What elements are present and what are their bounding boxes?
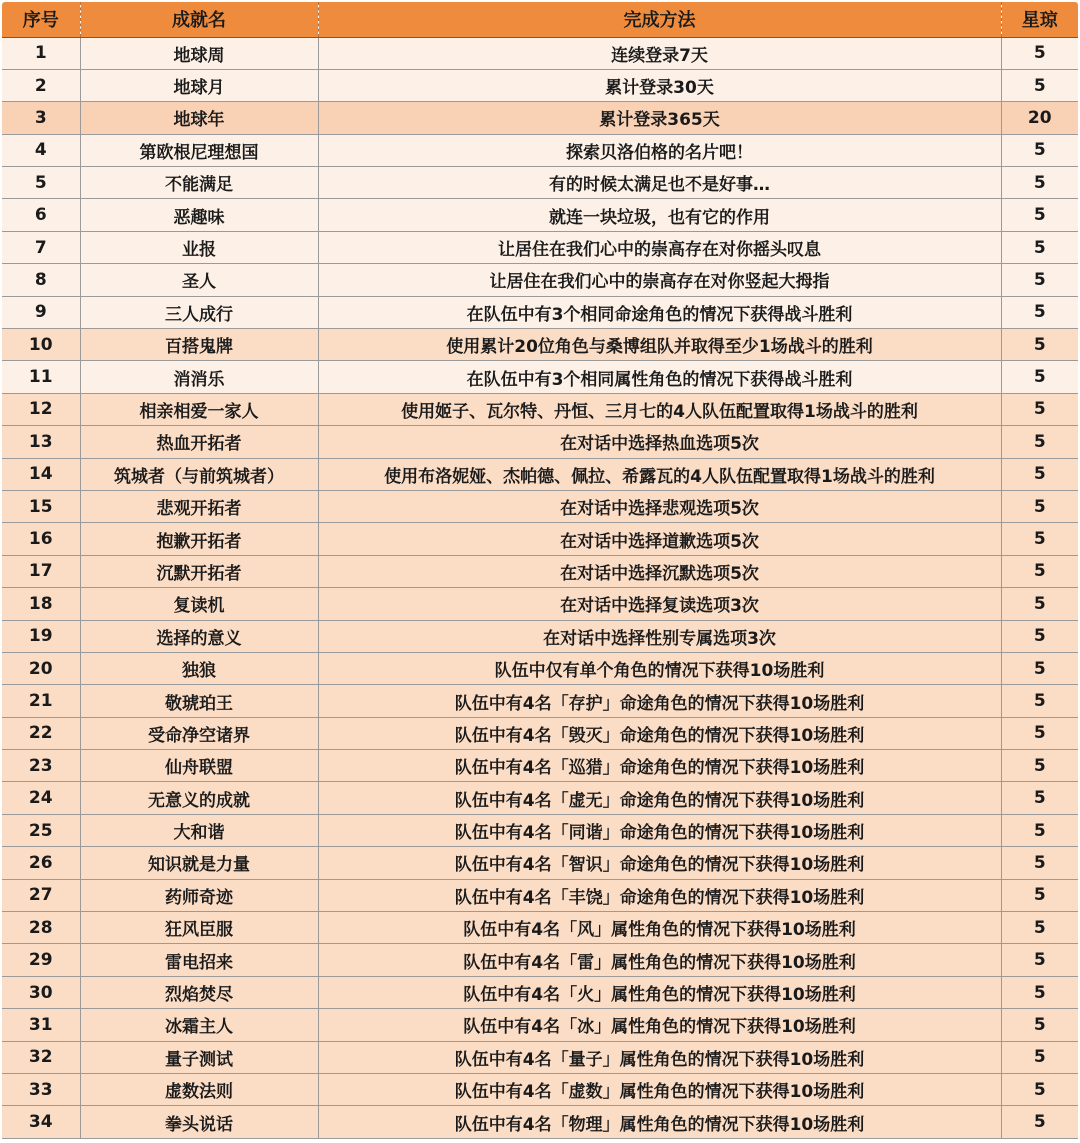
header-achievement-name: 成就名 [80, 2, 318, 37]
cell-stellar-jade: 5 [1001, 361, 1078, 393]
cell-completion-method: 有的时候太满足也不是好事… [318, 167, 1001, 199]
cell-achievement-name: 百搭鬼牌 [80, 329, 318, 361]
cell-stellar-jade: 5 [1001, 426, 1078, 458]
cell-completion-method: 连续登录7天 [318, 37, 1001, 69]
table-row [2, 1009, 1078, 1041]
cell-index: 13 [2, 426, 80, 458]
cell-index: 22 [2, 717, 80, 749]
table-row [2, 329, 1078, 361]
cell-stellar-jade: 5 [1001, 912, 1078, 944]
table-row [2, 652, 1078, 684]
cell-achievement-name: 消消乐 [80, 361, 318, 393]
cell-achievement-name: 筑城者（与前筑城者） [80, 458, 318, 490]
cell-index: 21 [2, 685, 80, 717]
cell-stellar-jade: 5 [1001, 1106, 1078, 1138]
cell-stellar-jade: 5 [1001, 1074, 1078, 1106]
cell-achievement-name: 相亲相爱一家人 [80, 393, 318, 425]
cell-completion-method: 累计登录30天 [318, 69, 1001, 101]
cell-stellar-jade: 5 [1001, 458, 1078, 490]
cell-achievement-name: 受命净空诸界 [80, 717, 318, 749]
cell-completion-method: 在对话中选择热血选项5次 [318, 426, 1001, 458]
cell-completion-method: 队伍中有4名「物理」属性角色的情况下获得10场胜利 [318, 1106, 1001, 1138]
cell-completion-method: 队伍中有4名「存护」命途角色的情况下获得10场胜利 [318, 685, 1001, 717]
cell-achievement-name: 恶趣味 [80, 199, 318, 231]
cell-achievement-name: 三人成行 [80, 296, 318, 328]
cell-stellar-jade: 5 [1001, 1041, 1078, 1073]
cell-index: 33 [2, 1074, 80, 1106]
header-index: 序号 [2, 2, 80, 37]
cell-index: 6 [2, 199, 80, 231]
cell-completion-method: 在对话中选择复读选项3次 [318, 588, 1001, 620]
cell-stellar-jade: 5 [1001, 393, 1078, 425]
cell-completion-method: 就连一块垃圾，也有它的作用 [318, 199, 1001, 231]
cell-index: 19 [2, 620, 80, 652]
cell-achievement-name: 抱歉开拓者 [80, 523, 318, 555]
cell-index: 5 [2, 167, 80, 199]
cell-stellar-jade: 5 [1001, 944, 1078, 976]
cell-stellar-jade: 5 [1001, 717, 1078, 749]
cell-index: 11 [2, 361, 80, 393]
table-row [2, 555, 1078, 587]
cell-stellar-jade: 5 [1001, 490, 1078, 522]
cell-index: 31 [2, 1009, 80, 1041]
table-row [2, 199, 1078, 231]
cell-completion-method: 使用姬子、瓦尔特、丹恒、三月七的4人队伍配置取得1场战斗的胜利 [318, 393, 1001, 425]
cell-achievement-name: 独狼 [80, 652, 318, 684]
cell-achievement-name: 业报 [80, 231, 318, 263]
cell-index: 23 [2, 750, 80, 782]
cell-completion-method: 让居住在我们心中的崇高存在对你摇头叹息 [318, 231, 1001, 263]
cell-completion-method: 使用累计20位角色与桑博组队并取得至少1场战斗的胜利 [318, 329, 1001, 361]
cell-completion-method: 队伍中有4名「丰饶」命途角色的情况下获得10场胜利 [318, 879, 1001, 911]
table-row [2, 296, 1078, 328]
cell-completion-method: 队伍中仅有单个角色的情况下获得10场胜利 [318, 652, 1001, 684]
cell-completion-method: 在队伍中有3个相同命途角色的情况下获得战斗胜利 [318, 296, 1001, 328]
table-row [2, 879, 1078, 911]
cell-stellar-jade: 5 [1001, 976, 1078, 1008]
cell-index: 27 [2, 879, 80, 911]
cell-stellar-jade: 5 [1001, 652, 1078, 684]
cell-completion-method: 队伍中有4名「毁灭」命途角色的情况下获得10场胜利 [318, 717, 1001, 749]
cell-stellar-jade: 5 [1001, 588, 1078, 620]
cell-index: 2 [2, 69, 80, 101]
cell-completion-method: 队伍中有4名「雷」属性角色的情况下获得10场胜利 [318, 944, 1001, 976]
cell-achievement-name: 地球周 [80, 37, 318, 69]
cell-achievement-name: 量子测试 [80, 1041, 318, 1073]
cell-stellar-jade: 5 [1001, 879, 1078, 911]
cell-achievement-name: 拳头说话 [80, 1106, 318, 1138]
table-row [2, 393, 1078, 425]
table-row [2, 231, 1078, 263]
cell-index: 20 [2, 652, 80, 684]
table-row [2, 717, 1078, 749]
table-row [2, 976, 1078, 1008]
cell-achievement-name: 敬琥珀王 [80, 685, 318, 717]
cell-achievement-name: 地球月 [80, 69, 318, 101]
cell-index: 12 [2, 393, 80, 425]
cell-completion-method: 队伍中有4名「同谐」命途角色的情况下获得10场胜利 [318, 814, 1001, 846]
cell-index: 16 [2, 523, 80, 555]
cell-stellar-jade: 5 [1001, 620, 1078, 652]
cell-stellar-jade: 5 [1001, 523, 1078, 555]
cell-stellar-jade: 20 [1001, 102, 1078, 134]
cell-completion-method: 队伍中有4名「量子」属性角色的情况下获得10场胜利 [318, 1041, 1001, 1073]
table-row [2, 912, 1078, 944]
table-row [2, 847, 1078, 879]
cell-stellar-jade: 5 [1001, 167, 1078, 199]
cell-completion-method: 队伍中有4名「冰」属性角色的情况下获得10场胜利 [318, 1009, 1001, 1041]
table-row [2, 620, 1078, 652]
cell-completion-method: 队伍中有4名「火」属性角色的情况下获得10场胜利 [318, 976, 1001, 1008]
table-row [2, 944, 1078, 976]
cell-completion-method: 探索贝洛伯格的名片吧！ [318, 134, 1001, 166]
cell-index: 14 [2, 458, 80, 490]
table-row [2, 490, 1078, 522]
cell-stellar-jade: 5 [1001, 814, 1078, 846]
cell-achievement-name: 虚数法则 [80, 1074, 318, 1106]
table-row [2, 1074, 1078, 1106]
cell-achievement-name: 狂风臣服 [80, 912, 318, 944]
table-row [2, 167, 1078, 199]
achievement-sheet [2, 2, 1078, 1141]
cell-completion-method: 在对话中选择道歉选项5次 [318, 523, 1001, 555]
table-body [2, 37, 1078, 1138]
cell-stellar-jade: 5 [1001, 296, 1078, 328]
cell-completion-method: 让居住在我们心中的崇高存在对你竖起大拇指 [318, 264, 1001, 296]
cell-achievement-name: 第欧根尼理想国 [80, 134, 318, 166]
table-row [2, 782, 1078, 814]
cell-index: 7 [2, 231, 80, 263]
cell-index: 8 [2, 264, 80, 296]
cell-index: 18 [2, 588, 80, 620]
cell-stellar-jade: 5 [1001, 134, 1078, 166]
cell-index: 34 [2, 1106, 80, 1138]
cell-index: 24 [2, 782, 80, 814]
table-row [2, 1106, 1078, 1138]
cell-stellar-jade: 5 [1001, 69, 1078, 101]
cell-achievement-name: 知识就是力量 [80, 847, 318, 879]
cell-stellar-jade: 5 [1001, 199, 1078, 231]
cell-stellar-jade: 5 [1001, 329, 1078, 361]
cell-achievement-name: 热血开拓者 [80, 426, 318, 458]
cell-stellar-jade: 5 [1001, 37, 1078, 69]
table-row [2, 750, 1078, 782]
cell-achievement-name: 大和谐 [80, 814, 318, 846]
cell-index: 4 [2, 134, 80, 166]
cell-stellar-jade: 5 [1001, 1009, 1078, 1041]
table-row [2, 426, 1078, 458]
cell-completion-method: 累计登录365天 [318, 102, 1001, 134]
cell-achievement-name: 不能满足 [80, 167, 318, 199]
cell-completion-method: 在队伍中有3个相同属性角色的情况下获得战斗胜利 [318, 361, 1001, 393]
cell-completion-method: 使用布洛妮娅、杰帕德、佩拉、希露瓦的4人队伍配置取得1场战斗的胜利 [318, 458, 1001, 490]
cell-completion-method: 在对话中选择性别专属选项3次 [318, 620, 1001, 652]
header-completion-method: 完成方法 [318, 2, 1001, 37]
cell-stellar-jade: 5 [1001, 782, 1078, 814]
cell-completion-method: 队伍中有4名「虚无」命途角色的情况下获得10场胜利 [318, 782, 1001, 814]
table-header [2, 2, 1078, 37]
cell-completion-method: 在对话中选择沉默选项5次 [318, 555, 1001, 587]
cell-index: 28 [2, 912, 80, 944]
cell-completion-method: 在对话中选择悲观选项5次 [318, 490, 1001, 522]
cell-achievement-name: 烈焰焚尽 [80, 976, 318, 1008]
header-row [2, 2, 1078, 37]
table-row [2, 685, 1078, 717]
table-row [2, 1041, 1078, 1073]
cell-achievement-name: 复读机 [80, 588, 318, 620]
cell-index: 26 [2, 847, 80, 879]
table-row [2, 458, 1078, 490]
cell-index: 9 [2, 296, 80, 328]
table-row [2, 134, 1078, 166]
cell-achievement-name: 药师奇迹 [80, 879, 318, 911]
cell-index: 25 [2, 814, 80, 846]
header-stellar-jade: 星琼 [1001, 2, 1078, 37]
achievement-table [2, 2, 1078, 1139]
cell-index: 3 [2, 102, 80, 134]
cell-index: 29 [2, 944, 80, 976]
cell-achievement-name: 圣人 [80, 264, 318, 296]
table-row [2, 264, 1078, 296]
table-row [2, 102, 1078, 134]
cell-completion-method: 队伍中有4名「智识」命途角色的情况下获得10场胜利 [318, 847, 1001, 879]
table-row [2, 588, 1078, 620]
cell-stellar-jade: 5 [1001, 264, 1078, 296]
cell-achievement-name: 选择的意义 [80, 620, 318, 652]
cell-stellar-jade: 5 [1001, 750, 1078, 782]
cell-completion-method: 队伍中有4名「风」属性角色的情况下获得10场胜利 [318, 912, 1001, 944]
cell-stellar-jade: 5 [1001, 847, 1078, 879]
cell-achievement-name: 地球年 [80, 102, 318, 134]
cell-achievement-name: 无意义的成就 [80, 782, 318, 814]
cell-stellar-jade: 5 [1001, 685, 1078, 717]
cell-achievement-name: 冰霜主人 [80, 1009, 318, 1041]
table-row [2, 69, 1078, 101]
cell-index: 15 [2, 490, 80, 522]
cell-achievement-name: 仙舟联盟 [80, 750, 318, 782]
cell-completion-method: 队伍中有4名「虚数」属性角色的情况下获得10场胜利 [318, 1074, 1001, 1106]
cell-achievement-name: 沉默开拓者 [80, 555, 318, 587]
table-row [2, 37, 1078, 69]
cell-stellar-jade: 5 [1001, 231, 1078, 263]
cell-index: 10 [2, 329, 80, 361]
cell-achievement-name: 雷电招来 [80, 944, 318, 976]
table-row [2, 523, 1078, 555]
cell-achievement-name: 悲观开拓者 [80, 490, 318, 522]
cell-completion-method: 队伍中有4名「巡猎」命途角色的情况下获得10场胜利 [318, 750, 1001, 782]
cell-stellar-jade: 5 [1001, 555, 1078, 587]
cell-index: 30 [2, 976, 80, 1008]
table-row [2, 814, 1078, 846]
table-row [2, 361, 1078, 393]
cell-index: 32 [2, 1041, 80, 1073]
cell-index: 1 [2, 37, 80, 69]
cell-index: 17 [2, 555, 80, 587]
